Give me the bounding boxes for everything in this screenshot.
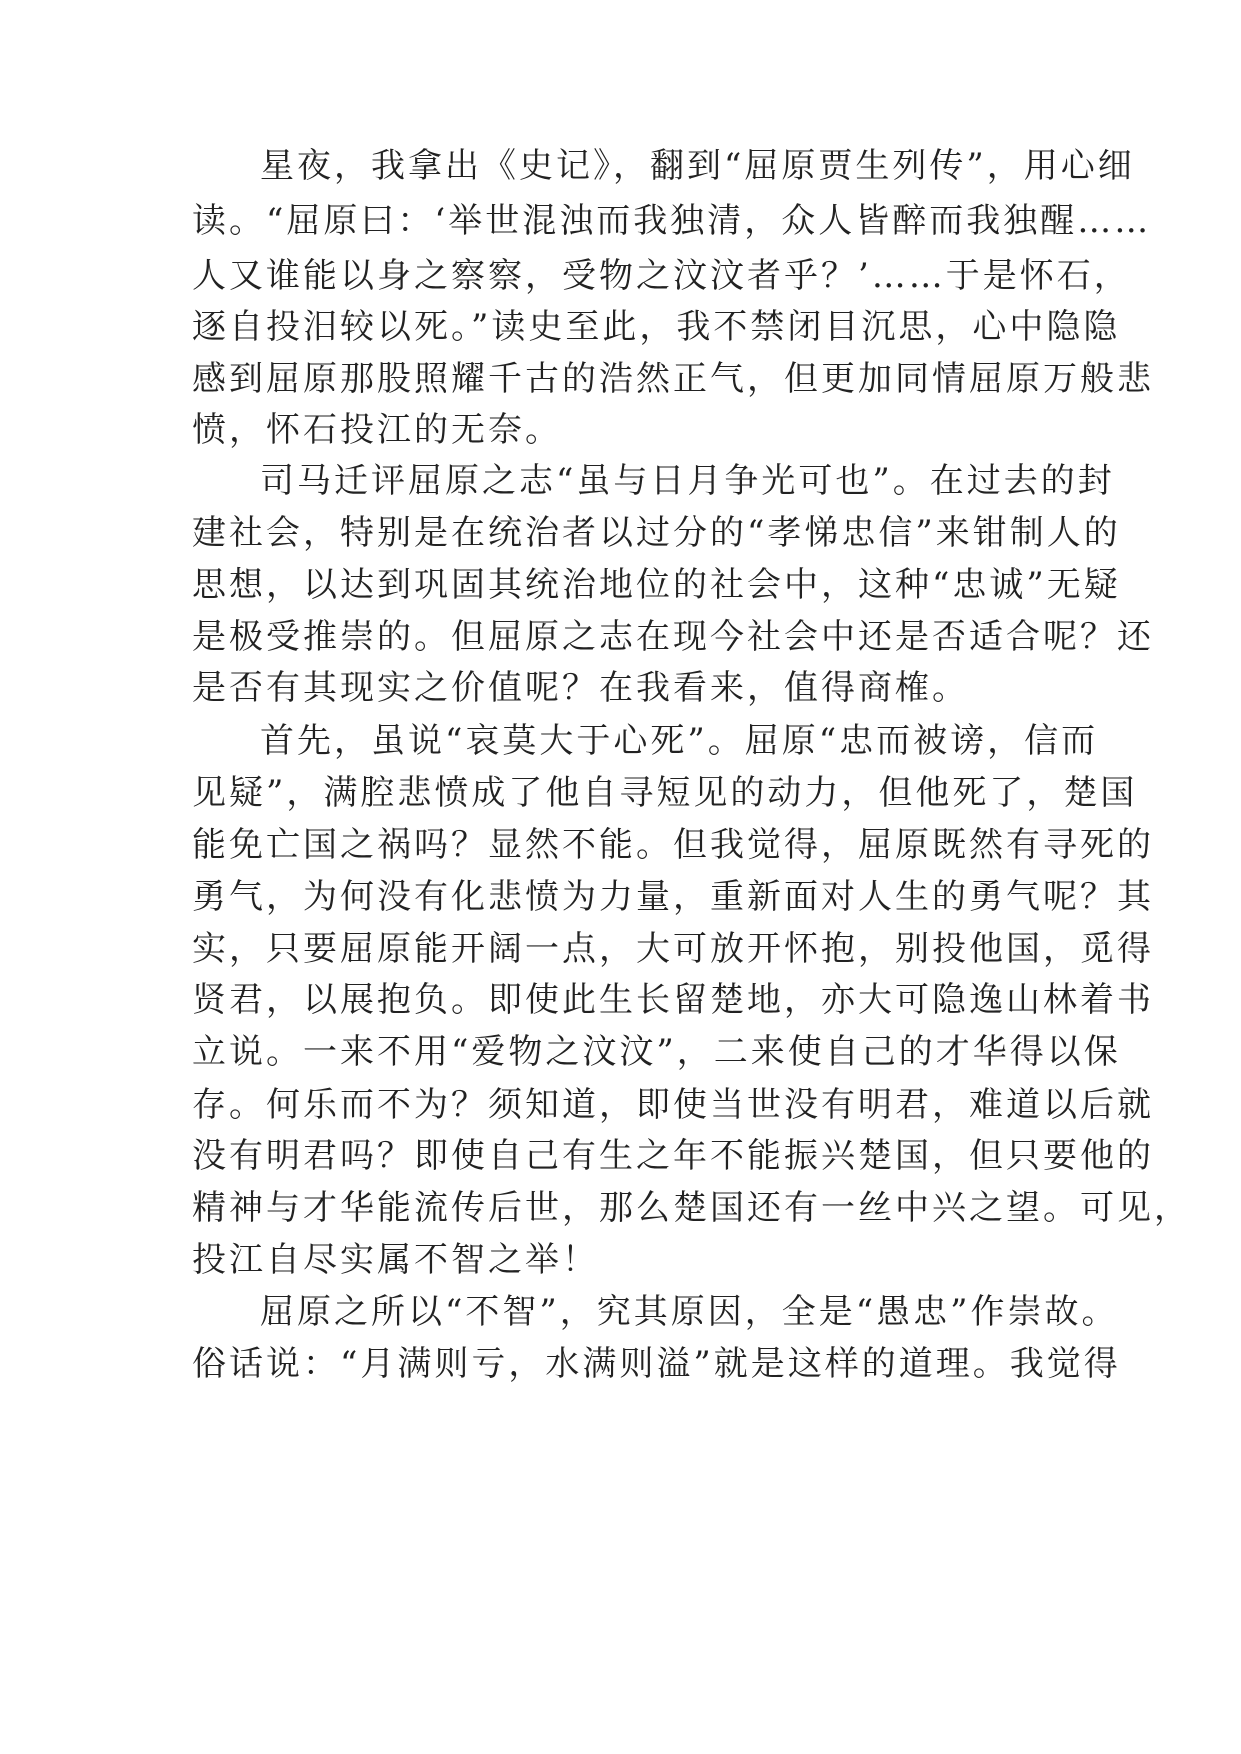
text-line: 精神与才华能流传后世，那么楚国还有一丝中兴之望。可见， [192,1188,1191,1228]
text-line: 俗话说：“月满则亏，水满则溢”就是这样的道理。我觉得 [192,1344,1121,1384]
text-line: 读。“屈原曰：‘举世混浊而我独清，众人皆醉而我独醒…… [192,201,1152,241]
text-line: 存。何乐而不为？须知道，即使当世没有明君，难道以后就 [192,1085,1154,1125]
text-line: 没有明君吗？即使自己有生之年不能振兴楚国，但只要他的 [192,1136,1154,1176]
text-line: 人又谁能以身之察察，受物之汶汶者乎？’……于是怀石， [192,256,1131,296]
text-line: 司马迁评屈原之志“虽与日月争光可也”。在过去的封 [260,461,1115,501]
text-line: 勇气，为何没有化悲愤为力量，重新面对人生的勇气呢？其 [192,877,1154,917]
text-line: 建社会，特别是在统治者以过分的“孝悌忠信”来钳制人的 [192,513,1121,553]
text-line: 感到屈原那股照耀千古的浩然正气，但更加同情屈原万般悲 [192,359,1154,399]
text-line: 实，只要屈原能开阔一点，大可放开怀抱，别投他国，觅得 [192,929,1154,969]
text-line: 是极受推崇的。但屈原之志在现今社会中还是否适合呢？还 [192,617,1154,657]
text-line: 屈原之所以“不智”，究其原因，全是“愚忠”作崇故。 [260,1292,1119,1332]
text-line: 见疑”，满腔悲愤成了他自寻短见的动力，但他死了，楚国 [192,773,1138,813]
text-line: 是否有其现实之价值呢？在我看来，值得商榷。 [192,668,969,708]
text-line: 能免亡国之祸吗？显然不能。但我觉得，屈原既然有寻死的 [192,825,1154,865]
text-line: 星夜，我拿出《史记》，翻到“屈原贾生列传”，用心细 [260,146,1135,186]
text-line: 思想，以达到巩固其统治地位的社会中，这种“忠诚”无疑 [192,565,1121,605]
text-line: 投江自尽实属不智之举！ [192,1240,599,1280]
text-line: 愤，怀石投江的无奈。 [192,410,562,450]
text-line: 逐自投汨较以死。”读史至此，我不禁闭目沉思，心中隐隐 [192,307,1121,347]
text-line: 立说。一来不用“爱物之汶汶”，二来使自己的才华得以保 [192,1032,1121,1072]
text-line: 贤君，以展抱负。即使此生长留楚地，亦大可隐逸山林着书 [192,980,1154,1020]
text-line: 首先，虽说“哀莫大于心死”。屈原“忠而被谤，信而 [260,721,1099,761]
